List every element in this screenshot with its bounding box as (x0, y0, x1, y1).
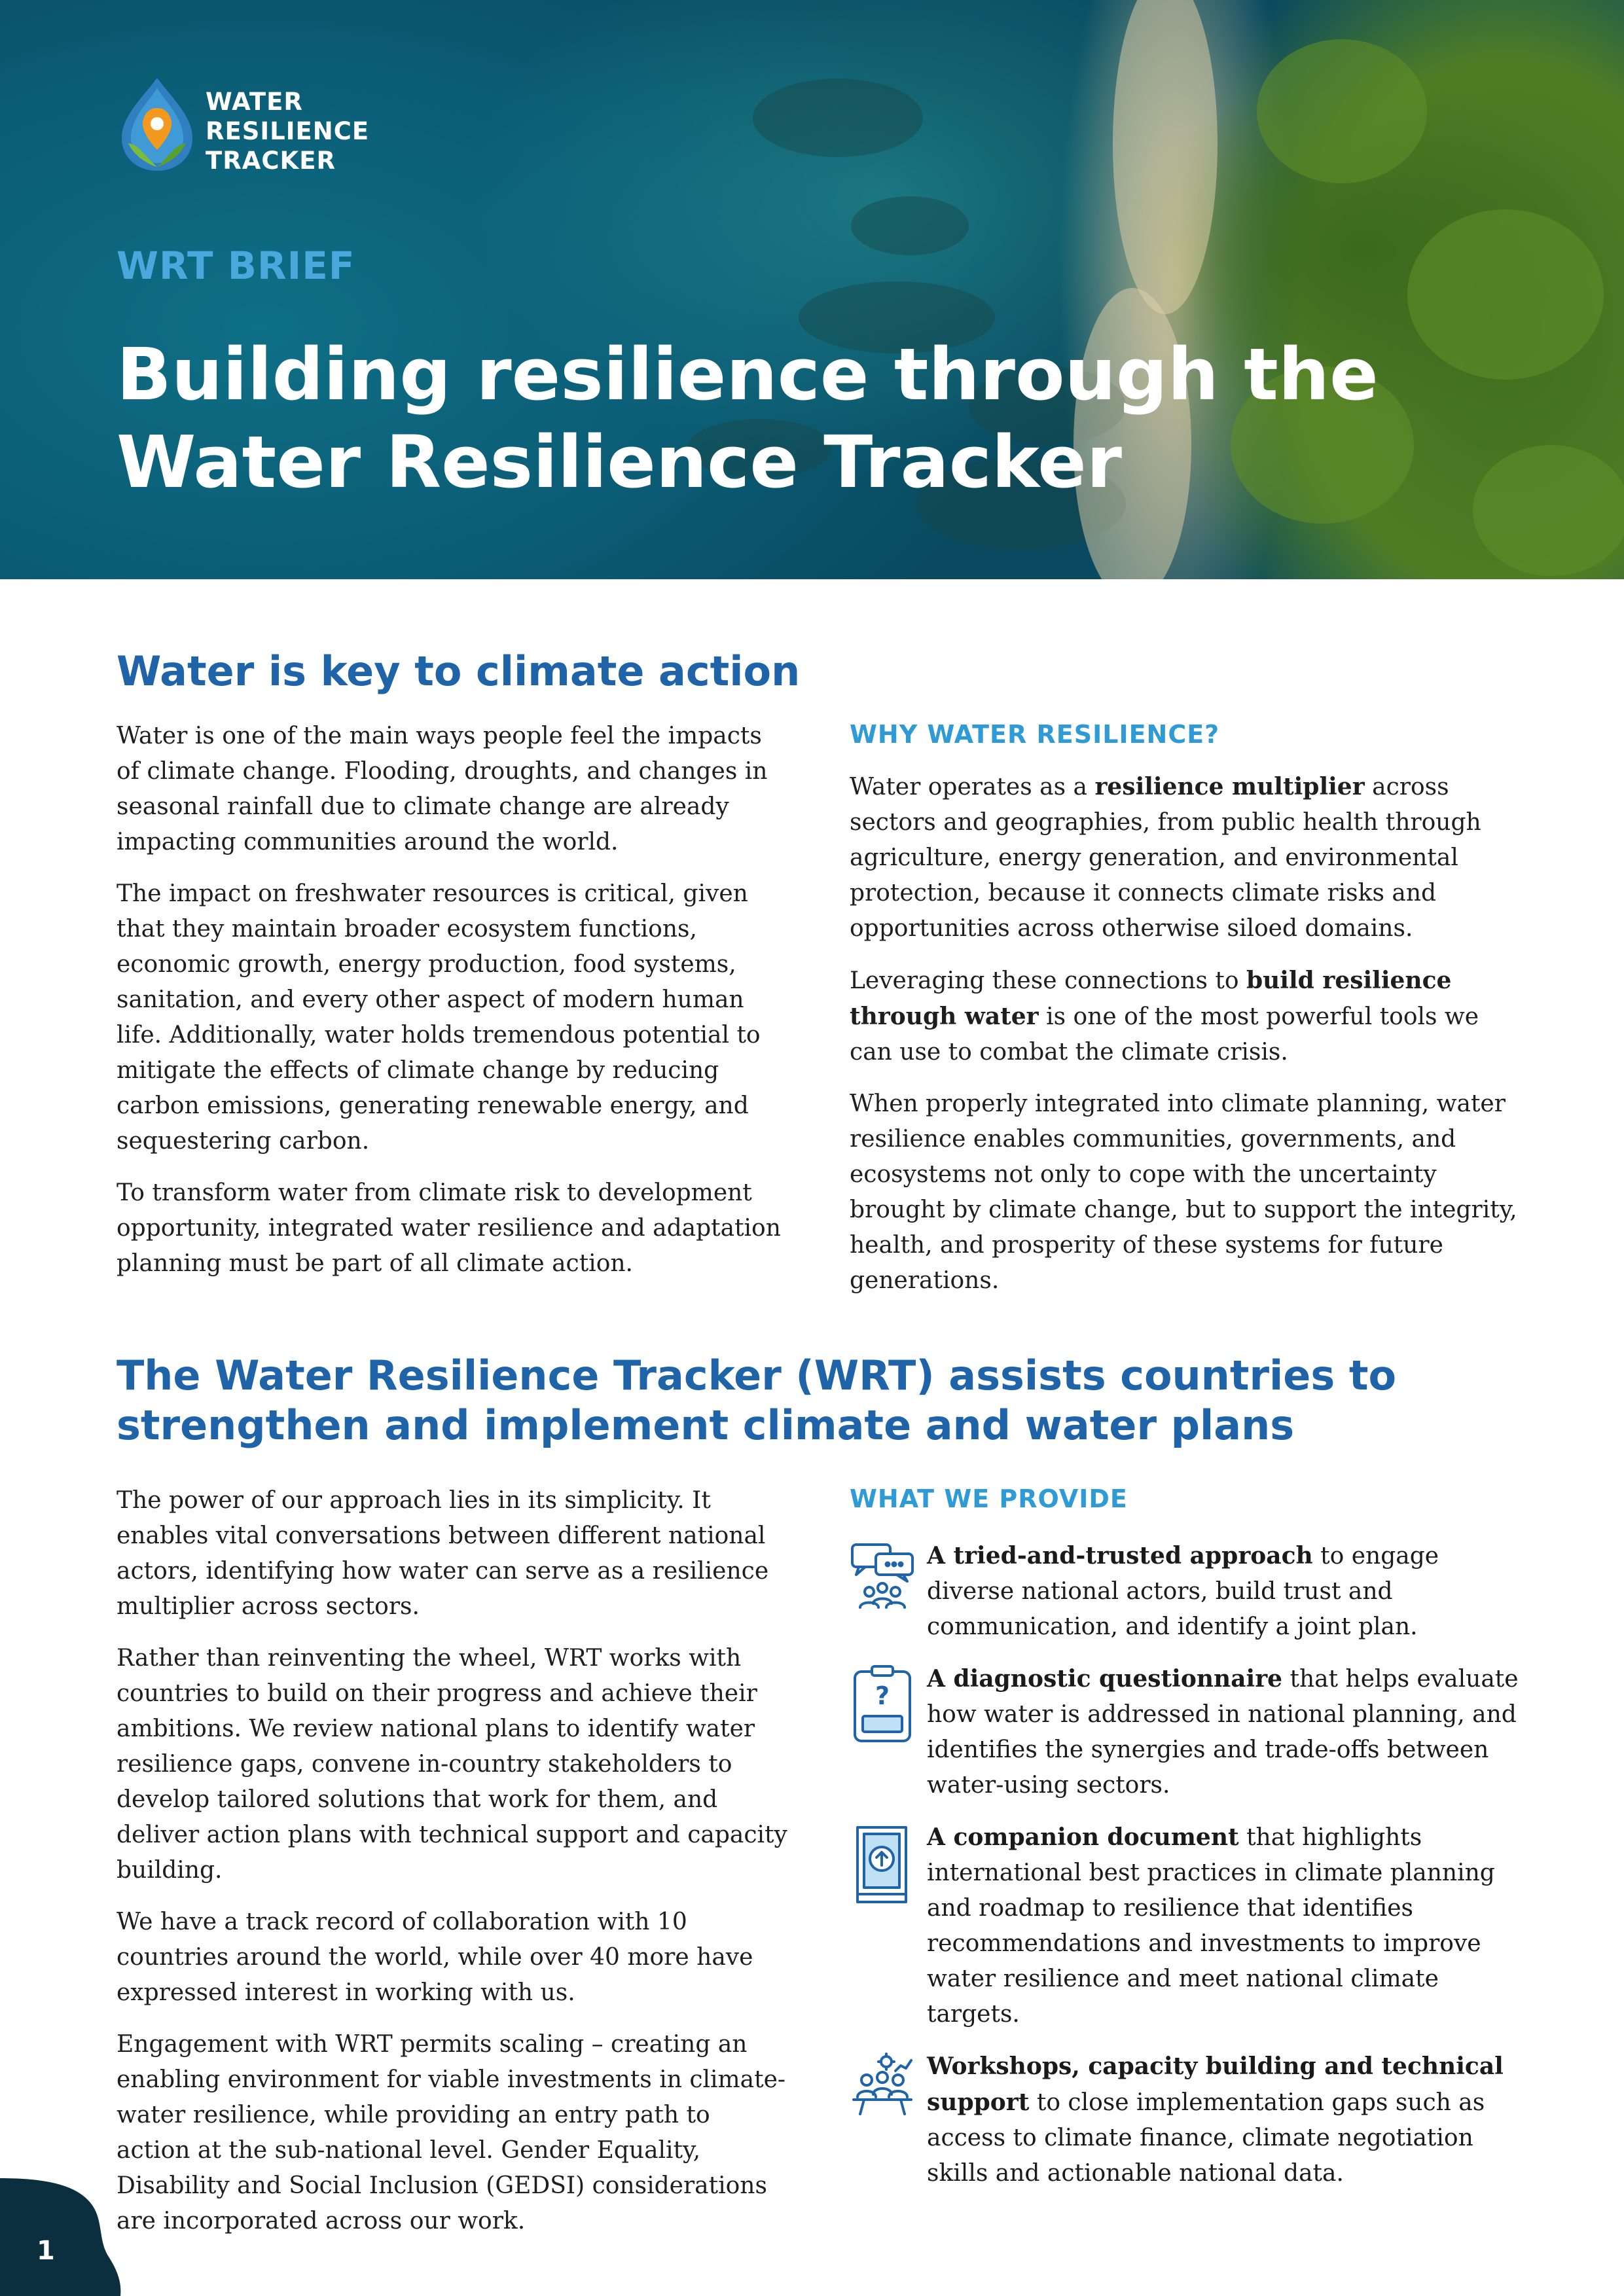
brand-logo (117, 75, 391, 180)
what-we-provide-heading: WHAT WE PROVIDE (850, 1484, 1128, 1513)
emphasis: build resilience through water (850, 967, 1452, 1030)
item-text: that highlights international best practices in climate planning and roadmap to resilience that identifies recommendations and investments to improve water resilience and meet national climate targets. (927, 1824, 1495, 2028)
section-heading-wrt (117, 1351, 1396, 1450)
item-title: A diagnostic questionnaire (927, 1665, 1283, 1693)
paragraph: Engagement with WRT permits scaling – creating an enabling environment for viable investments in climate-water resilience, while providing an entry path to action at the sub-national level. Gender Equality, Disability and Social Inclusion (GEDSI) considerations are incorporated across our work. (117, 2031, 786, 2234)
paragraph: When properly integrated into climate planning, water resilience enables communities, governments, and ecosystems not only to cope with the uncertainty brought by climate change, but to support the integrity, health, and prosperity of these systems for future generations. (850, 1090, 1517, 1294)
provide-list (850, 1538, 1524, 2208)
hero-banner (0, 0, 1624, 579)
page-number: 1 (37, 2236, 55, 2266)
section-heading-line-1: The Water Resilience Tracker (WRT) assists countries to (117, 1352, 1397, 1399)
item-text: that helps evaluate how water is addressed in national planning, and identifies the synergies and trade-offs between water-using sectors. (927, 1666, 1519, 1799)
text: Water operates as a (850, 774, 1095, 800)
paragraph: The power of our approach lies in its simplicity. It enables vital conversations between different national actors, identifying how water can serve as a resilience multiplier across sectors. (117, 1487, 769, 1620)
item-title: Workshops, capacity building and technical support (927, 2053, 1504, 2116)
conversation-icon (850, 1541, 915, 1626)
why-water-heading: WHY WATER RESILIENCE? (850, 720, 1220, 749)
why-water-body (850, 769, 1524, 1315)
paragraph: Rather than reinventing the wheel, WRT works with countries to build on their progress and achieve their ambitions. We review national plans to identify water resilience gaps, convene in-country stakeholders to develop tailored solutions that work for them, and deliver action plans with technical support and capacity building. (117, 1645, 787, 1884)
section-heading-climate-action (117, 647, 800, 696)
workshop-icon (850, 2051, 915, 2136)
paragraph: We have a track record of collaboration with 10 countries around the world, while over 40 more have expressed interest in working with us. (117, 1909, 753, 2006)
document-icon (850, 1822, 915, 1907)
emphasis: resilience multiplier (1094, 773, 1365, 800)
page-title (117, 331, 1379, 506)
climate-action-body (117, 719, 791, 1298)
wrt-body (117, 1483, 791, 2255)
list-item (850, 2049, 1524, 2191)
text: Leveraging these connections to (850, 967, 1246, 994)
title-line-1: Building resilience through the (117, 332, 1379, 416)
text: is one of the most powerful tools we can use to combat the climate crisis. (850, 1003, 1479, 1066)
item-text: to engage diverse national actors, build trust and communication, and identify a joint plan. (927, 1543, 1439, 1640)
brand-line-1: WATER (206, 88, 303, 116)
svg-text:?: ? (875, 1681, 890, 1710)
paragraph (850, 769, 1524, 946)
brand-line-2: RESILIENCE (206, 117, 370, 145)
list-item (850, 1661, 1524, 1803)
paragraph: The impact on freshwater resources is critical, given that they maintain broader ecosystem functions, economic growth, energy production, food systems, sanitation, and every other aspect of modern human life. Additionally, water holds tremendous potential to mitigate the effects of climate change by reducing carbon emissions, generating renewable energy, and sequestering carbon. (117, 880, 761, 1155)
section-heading-line-2: strengthen and implement climate and water plans (117, 1401, 1295, 1449)
paragraph: To transform water from climate risk to development opportunity, integrated water resilience and adaptation planning must be part of all climate action. (117, 1179, 781, 1277)
paragraph (850, 963, 1524, 1070)
list-item (850, 1538, 1524, 1645)
water-drop-logo-icon (117, 75, 198, 173)
item-title: A companion document (927, 1823, 1239, 1851)
title-line-2: Water Resilience Tracker (117, 420, 1122, 504)
text: across sectors and geographies, from public health through agriculture, energy generation, and environmental protection, because it connects climate risks and opportunities across otherwise siloed domains. (850, 774, 1481, 942)
item-title: A tried-and-trusted approach (927, 1542, 1313, 1570)
list-item (850, 1820, 1524, 2032)
brief-label: WRT BRIEF (117, 243, 355, 288)
page-number-badge (0, 2178, 124, 2296)
section-heading-text: Water is key to climate action (117, 647, 801, 695)
brand-line-3: TRACKER (206, 147, 336, 175)
paragraph: Water is one of the main ways people feel the impacts of climate change. Flooding, droughts, and changes in seasonal rainfall due to climate change are already impacting communities around the world. (117, 723, 768, 855)
item-text: to close implementation gaps such as access to climate finance, climate negotiation skills and actionable national data. (927, 2089, 1485, 2187)
questionnaire-icon (850, 1664, 915, 1749)
